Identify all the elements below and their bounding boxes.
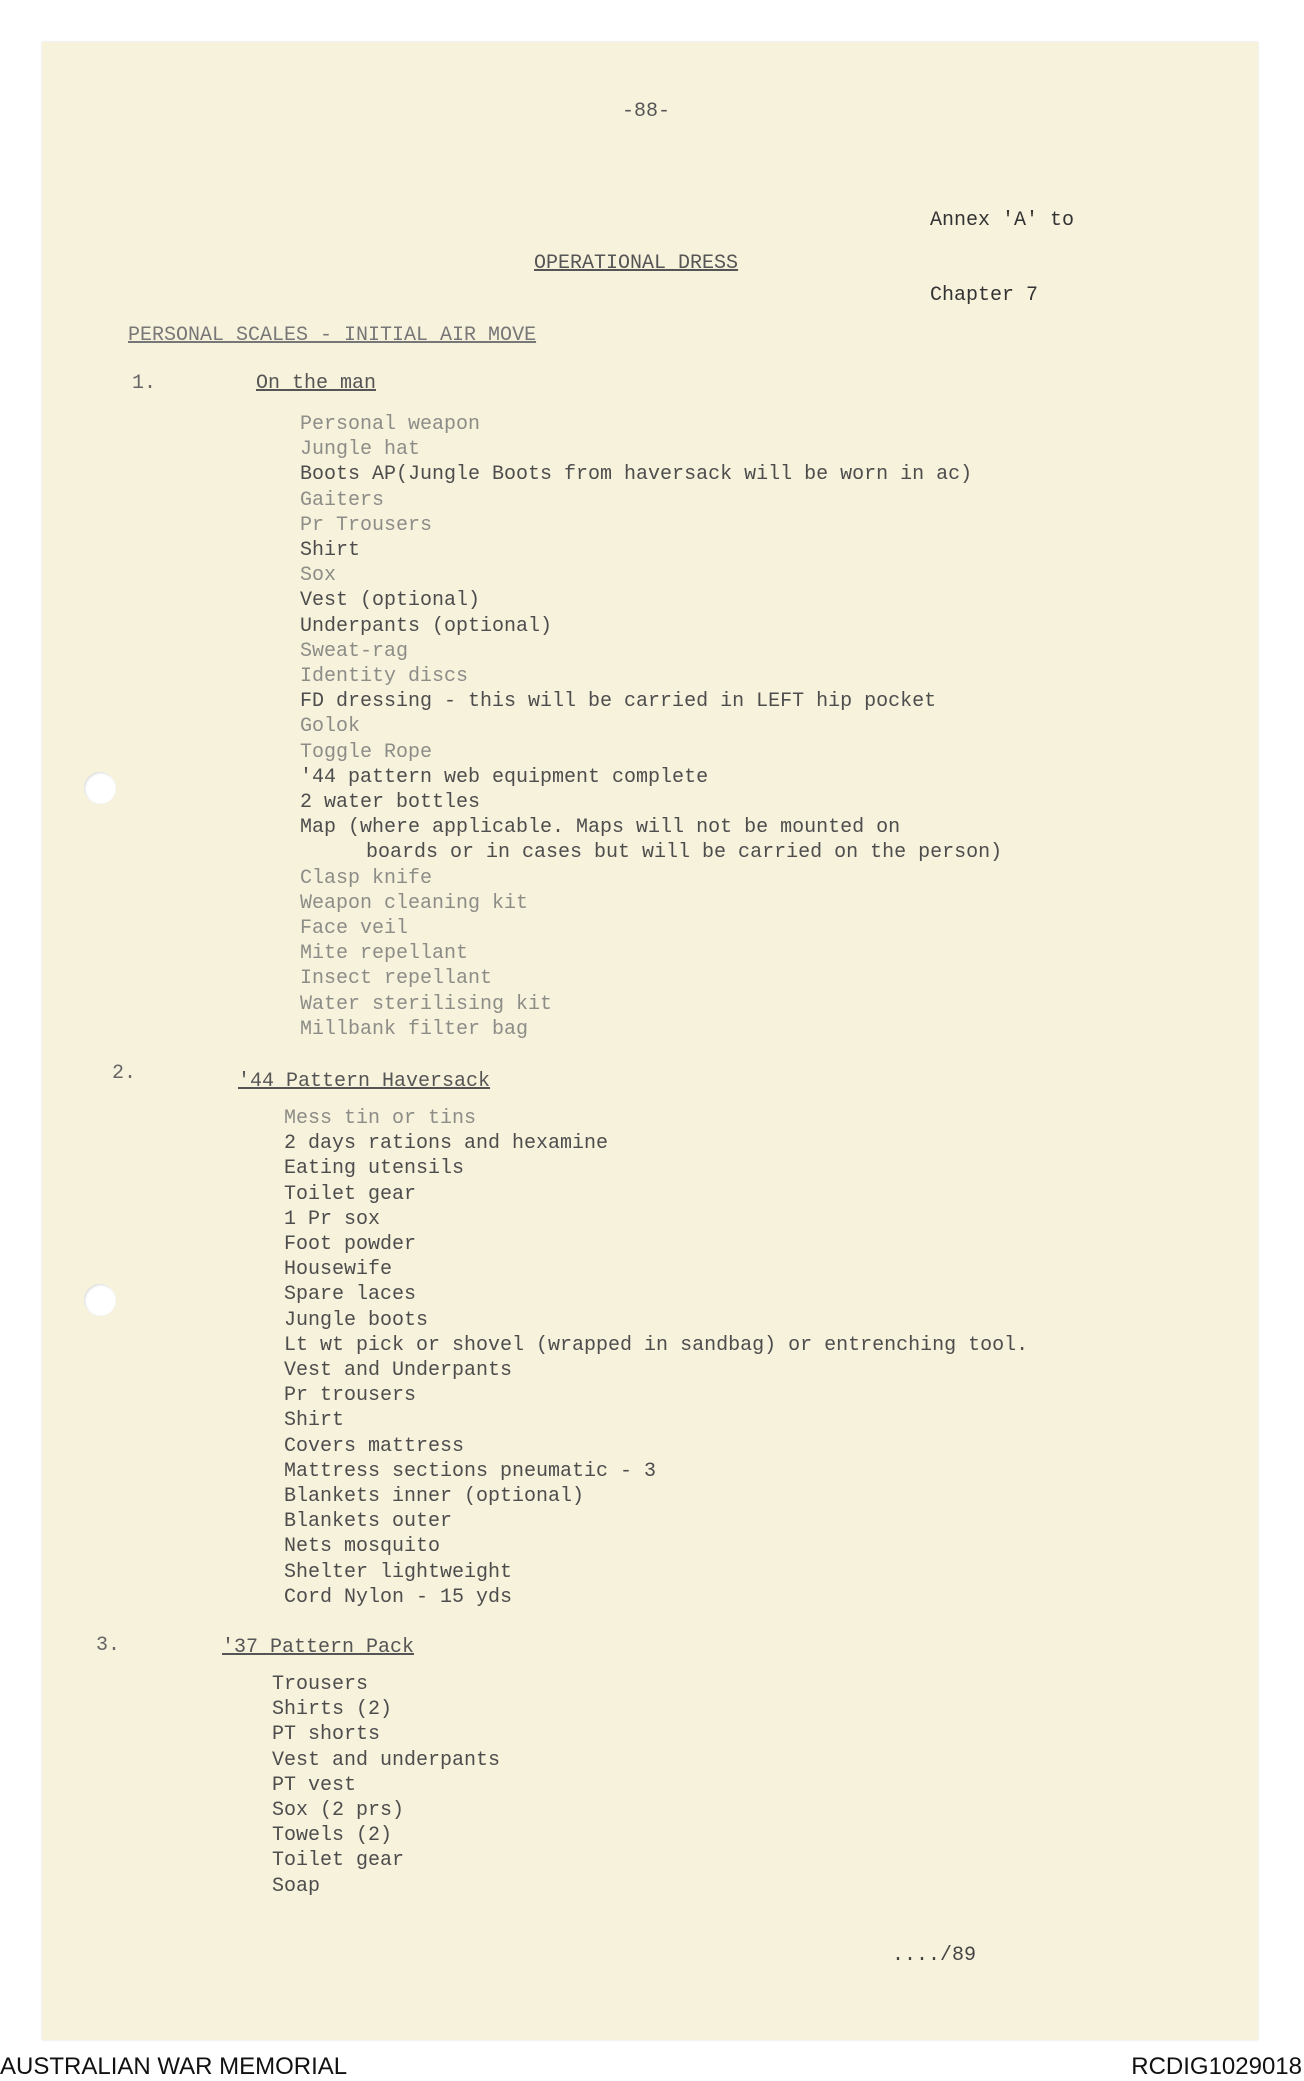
continuation-marker: ..../89: [892, 1944, 977, 1967]
list-item: Spare laces: [284, 1283, 417, 1307]
punch-hole-top: [84, 772, 116, 804]
list-item: Blankets inner (optional): [284, 1485, 585, 1509]
list-item: Identity discs: [300, 665, 469, 689]
list-item: Mattress sections pneumatic - 3: [284, 1459, 657, 1483]
list-item: Nets mosquito: [284, 1535, 441, 1559]
list-item: Vest (optional): [300, 589, 481, 613]
list-item: 2 water bottles: [300, 791, 481, 815]
list-item: Blankets outer: [284, 1510, 453, 1534]
list-item: 2 days rations and hexamine: [284, 1132, 609, 1156]
list-item: Cord Nylon - 15 yds: [284, 1585, 513, 1609]
list-item: Mite repellant: [300, 942, 469, 966]
list-item: boards or in cases but will be carried on the person): [366, 841, 1003, 865]
list-item: Map (where applicable. Maps will not be mounted on: [300, 816, 901, 840]
footer-record-id: RCDIG1029018: [1131, 2053, 1302, 2080]
list-item: FD dressing - this will be carried in LEFT hip pocket: [300, 690, 937, 714]
list-item: Soap: [272, 1874, 321, 1898]
footer-archive-name: AUSTRALIAN WAR MEMORIAL: [0, 2053, 348, 2080]
document-title: OPERATIONAL DRESS: [534, 252, 739, 275]
list-item: Shirts (2): [272, 1698, 393, 1722]
list-item: Toilet gear: [272, 1849, 405, 1873]
list-item: Shelter lightweight: [284, 1560, 513, 1584]
list-item: 1 Pr sox: [284, 1207, 381, 1231]
list-item: Weapon cleaning kit: [300, 891, 529, 915]
page-number: -88-: [622, 100, 671, 123]
annex-line-1: Annex 'A' to: [930, 209, 1075, 232]
annex-line-2: Chapter 7: [930, 284, 1039, 307]
list-item: Trousers: [272, 1673, 369, 1696]
list-item: Jungle boots: [284, 1308, 429, 1332]
list-item: Water sterilising kit: [300, 992, 553, 1016]
list-item: Shirt: [300, 539, 361, 563]
list-item: Personal weapon: [300, 413, 481, 436]
list-item: Lt wt pick or shovel (wrapped in sandbag) or entrenching tool.: [284, 1333, 1029, 1357]
section-2-number: 2.: [112, 1062, 137, 1085]
list-item: Shirt: [284, 1409, 345, 1433]
section-3-title: '37 Pattern Pack: [222, 1636, 415, 1659]
list-item: '44 pattern web equipment complete: [300, 765, 709, 789]
list-item: Sweat-rag: [300, 639, 409, 663]
punch-hole-bottom: [84, 1284, 116, 1316]
list-item: Boots AP(Jungle Boots from haversack will be worn in ac): [300, 463, 973, 487]
section-1-title: On the man: [256, 372, 377, 395]
list-item: Towels (2): [272, 1824, 393, 1848]
list-item: Gaiters: [300, 488, 385, 512]
list-item: Jungle hat: [300, 438, 421, 462]
list-item: Toggle Rope: [300, 740, 433, 764]
list-item: Housewife: [284, 1258, 393, 1282]
section-2-title: '44 Pattern Haversack: [238, 1070, 491, 1093]
section-3-number: 3.: [96, 1634, 121, 1657]
list-item: Covers mattress: [284, 1434, 465, 1458]
list-item: Insect repellant: [300, 967, 493, 991]
section-1-number: 1.: [132, 372, 157, 395]
list-item: Vest and underpants: [272, 1748, 501, 1772]
section-1-items: [300, 412, 1002, 1042]
list-item: PT vest: [272, 1773, 357, 1797]
list-item: Millbank filter bag: [300, 1017, 529, 1041]
list-item: Eating utensils: [284, 1157, 465, 1181]
list-item: Pr trousers: [284, 1384, 417, 1408]
list-item: Sox (2 prs): [272, 1799, 405, 1823]
section-2-items: [284, 1106, 1028, 1610]
annex-reference: [930, 158, 1074, 358]
list-item: PT shorts: [272, 1723, 381, 1747]
list-item: Pr Trousers: [300, 513, 433, 537]
list-item: Sox: [300, 564, 337, 588]
section-3-items: [272, 1672, 500, 1899]
list-item: Vest and Underpants: [284, 1359, 513, 1383]
list-item: Foot powder: [284, 1233, 417, 1257]
list-item: Mess tin or tins: [284, 1107, 477, 1130]
list-item: Face veil: [300, 917, 409, 941]
section-heading: PERSONAL SCALES - INITIAL AIR MOVE: [128, 324, 537, 347]
document-page: [42, 42, 1258, 2040]
list-item: Toilet gear: [284, 1182, 417, 1206]
list-item: Golok: [300, 715, 361, 739]
list-item: Underpants (optional): [300, 614, 553, 638]
list-item: Clasp knife: [300, 866, 433, 890]
